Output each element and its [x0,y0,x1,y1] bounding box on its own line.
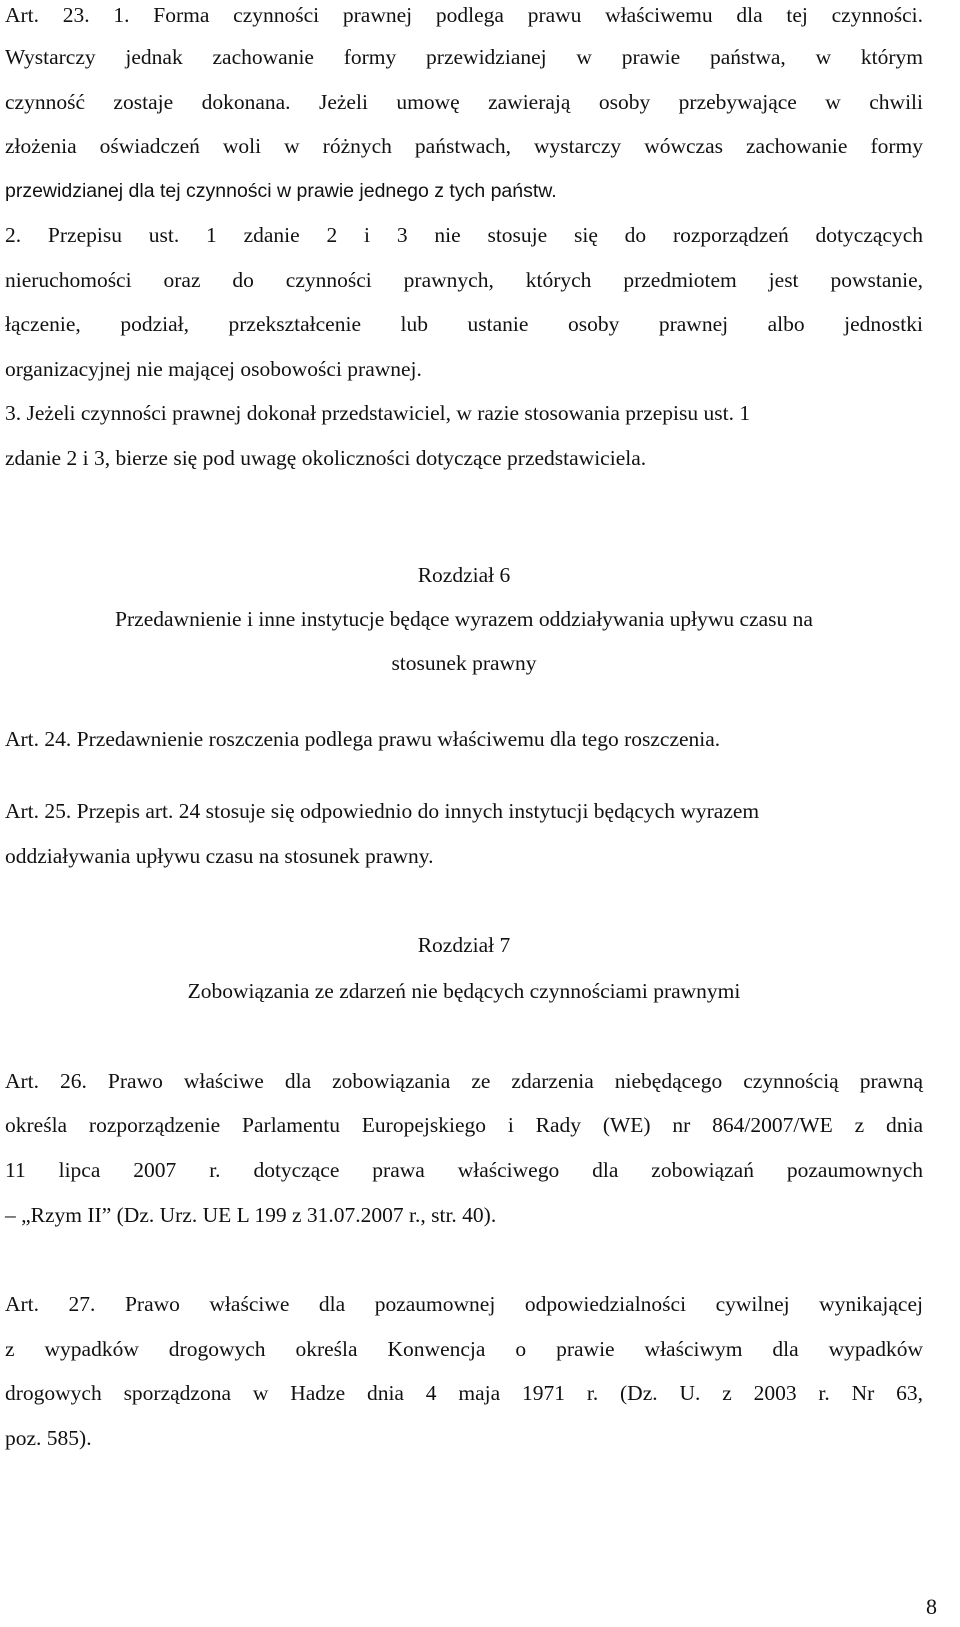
art23-line-6: 2. Przepisu ust. 1 zdanie 2 i 3 nie stosuje się do rozporządzeń dotyczących [5,223,923,247]
art26-line-1: Art. 26. Prawo właściwe dla zobowiązania ze zdarzenia niebędącego czynnością prawną [5,1069,923,1093]
art27-line-2: z wypadków drogowych określa Konwencja o prawie właściwym dla wypadków [5,1337,923,1361]
art23-line-2: Wystarczy jednak zachowanie formy przewidzianej w prawie państwa, w którym [5,45,923,69]
art27-line-1: Art. 27. Prawo właściwe dla pozaumownej odpowiedzialności cywilnej wynikającej [5,1292,923,1316]
chapter7-heading: Rozdział 7 [417,933,511,957]
art26-line-4: – „Rzym II” (Dz. Urz. UE L 199 z 31.07.2007 r., str. 40). [5,1203,497,1227]
art27-line-4: poz. 585). [5,1426,92,1450]
chapter6-title-line-2: stosunek prawny [391,651,537,675]
art27-line-3: drogowych sporządzona w Hadze dnia 4 maja 1971 r. (Dz. U. z 2003 r. Nr 63, [5,1381,923,1405]
art23-line-1: Art. 23. 1. Forma czynności prawnej podlega prawu właściwemu dla tej czynności. [5,3,923,27]
page-number: 8 [926,1594,937,1619]
art23-line-5: przewidzianej dla tej czynności w prawie jednego z tych państw. [5,180,557,202]
art25-line-2: oddziaływania upływu czasu na stosunek prawny. [5,844,434,868]
art24-text: Art. 24. Przedawnienie roszczenia podlega prawu właściwemu dla tego roszczenia. [5,727,721,751]
art25-line-1: Art. 25. Przepis art. 24 stosuje się odpowiednio do innych instytucji będących wyrazem [5,799,760,823]
art23-line-3: czynność zostaje dokonana. Jeżeli umowę zawierają osoby przebywające w chwili [5,90,923,114]
art26-line-3: 11 lipca 2007 r. dotyczące prawa właściwego dla zobowiązań pozaumownych [5,1158,923,1182]
art23-line-4: złożenia oświadczeń woli w różnych państwach, wystarczy wówczas zachowanie formy [5,134,923,158]
chapter6-heading: Rozdział 6 [417,563,511,587]
art23-line-10: 3. Jeżeli czynności prawnej dokonał przedstawiciel, w razie stosowania przepisu ust. 1 [5,401,751,425]
chapter6-title-line-1: Przedawnienie i inne instytucje będące wyrazem oddziaływania upływu czasu na [115,607,813,631]
art23-line-8: łączenie, podział, przekształcenie lub ustanie osoby prawnej albo jednostki [5,312,923,336]
art23-line-11: zdanie 2 i 3, bierze się pod uwagę okoliczności dotyczące przedstawiciela. [5,446,647,470]
art23-line-7: nieruchomości oraz do czynności prawnych, których przedmiotem jest powstanie, [5,268,923,292]
chapter7-title: Zobowiązania ze zdarzeń nie będących czynnościami prawnymi [187,979,741,1003]
art23-line-9: organizacyjnej nie mającej osobowości prawnej. [5,357,422,381]
art26-line-2: określa rozporządzenie Parlamentu Europejskiego i Rady (WE) nr 864/2007/WE z dnia [5,1113,923,1137]
